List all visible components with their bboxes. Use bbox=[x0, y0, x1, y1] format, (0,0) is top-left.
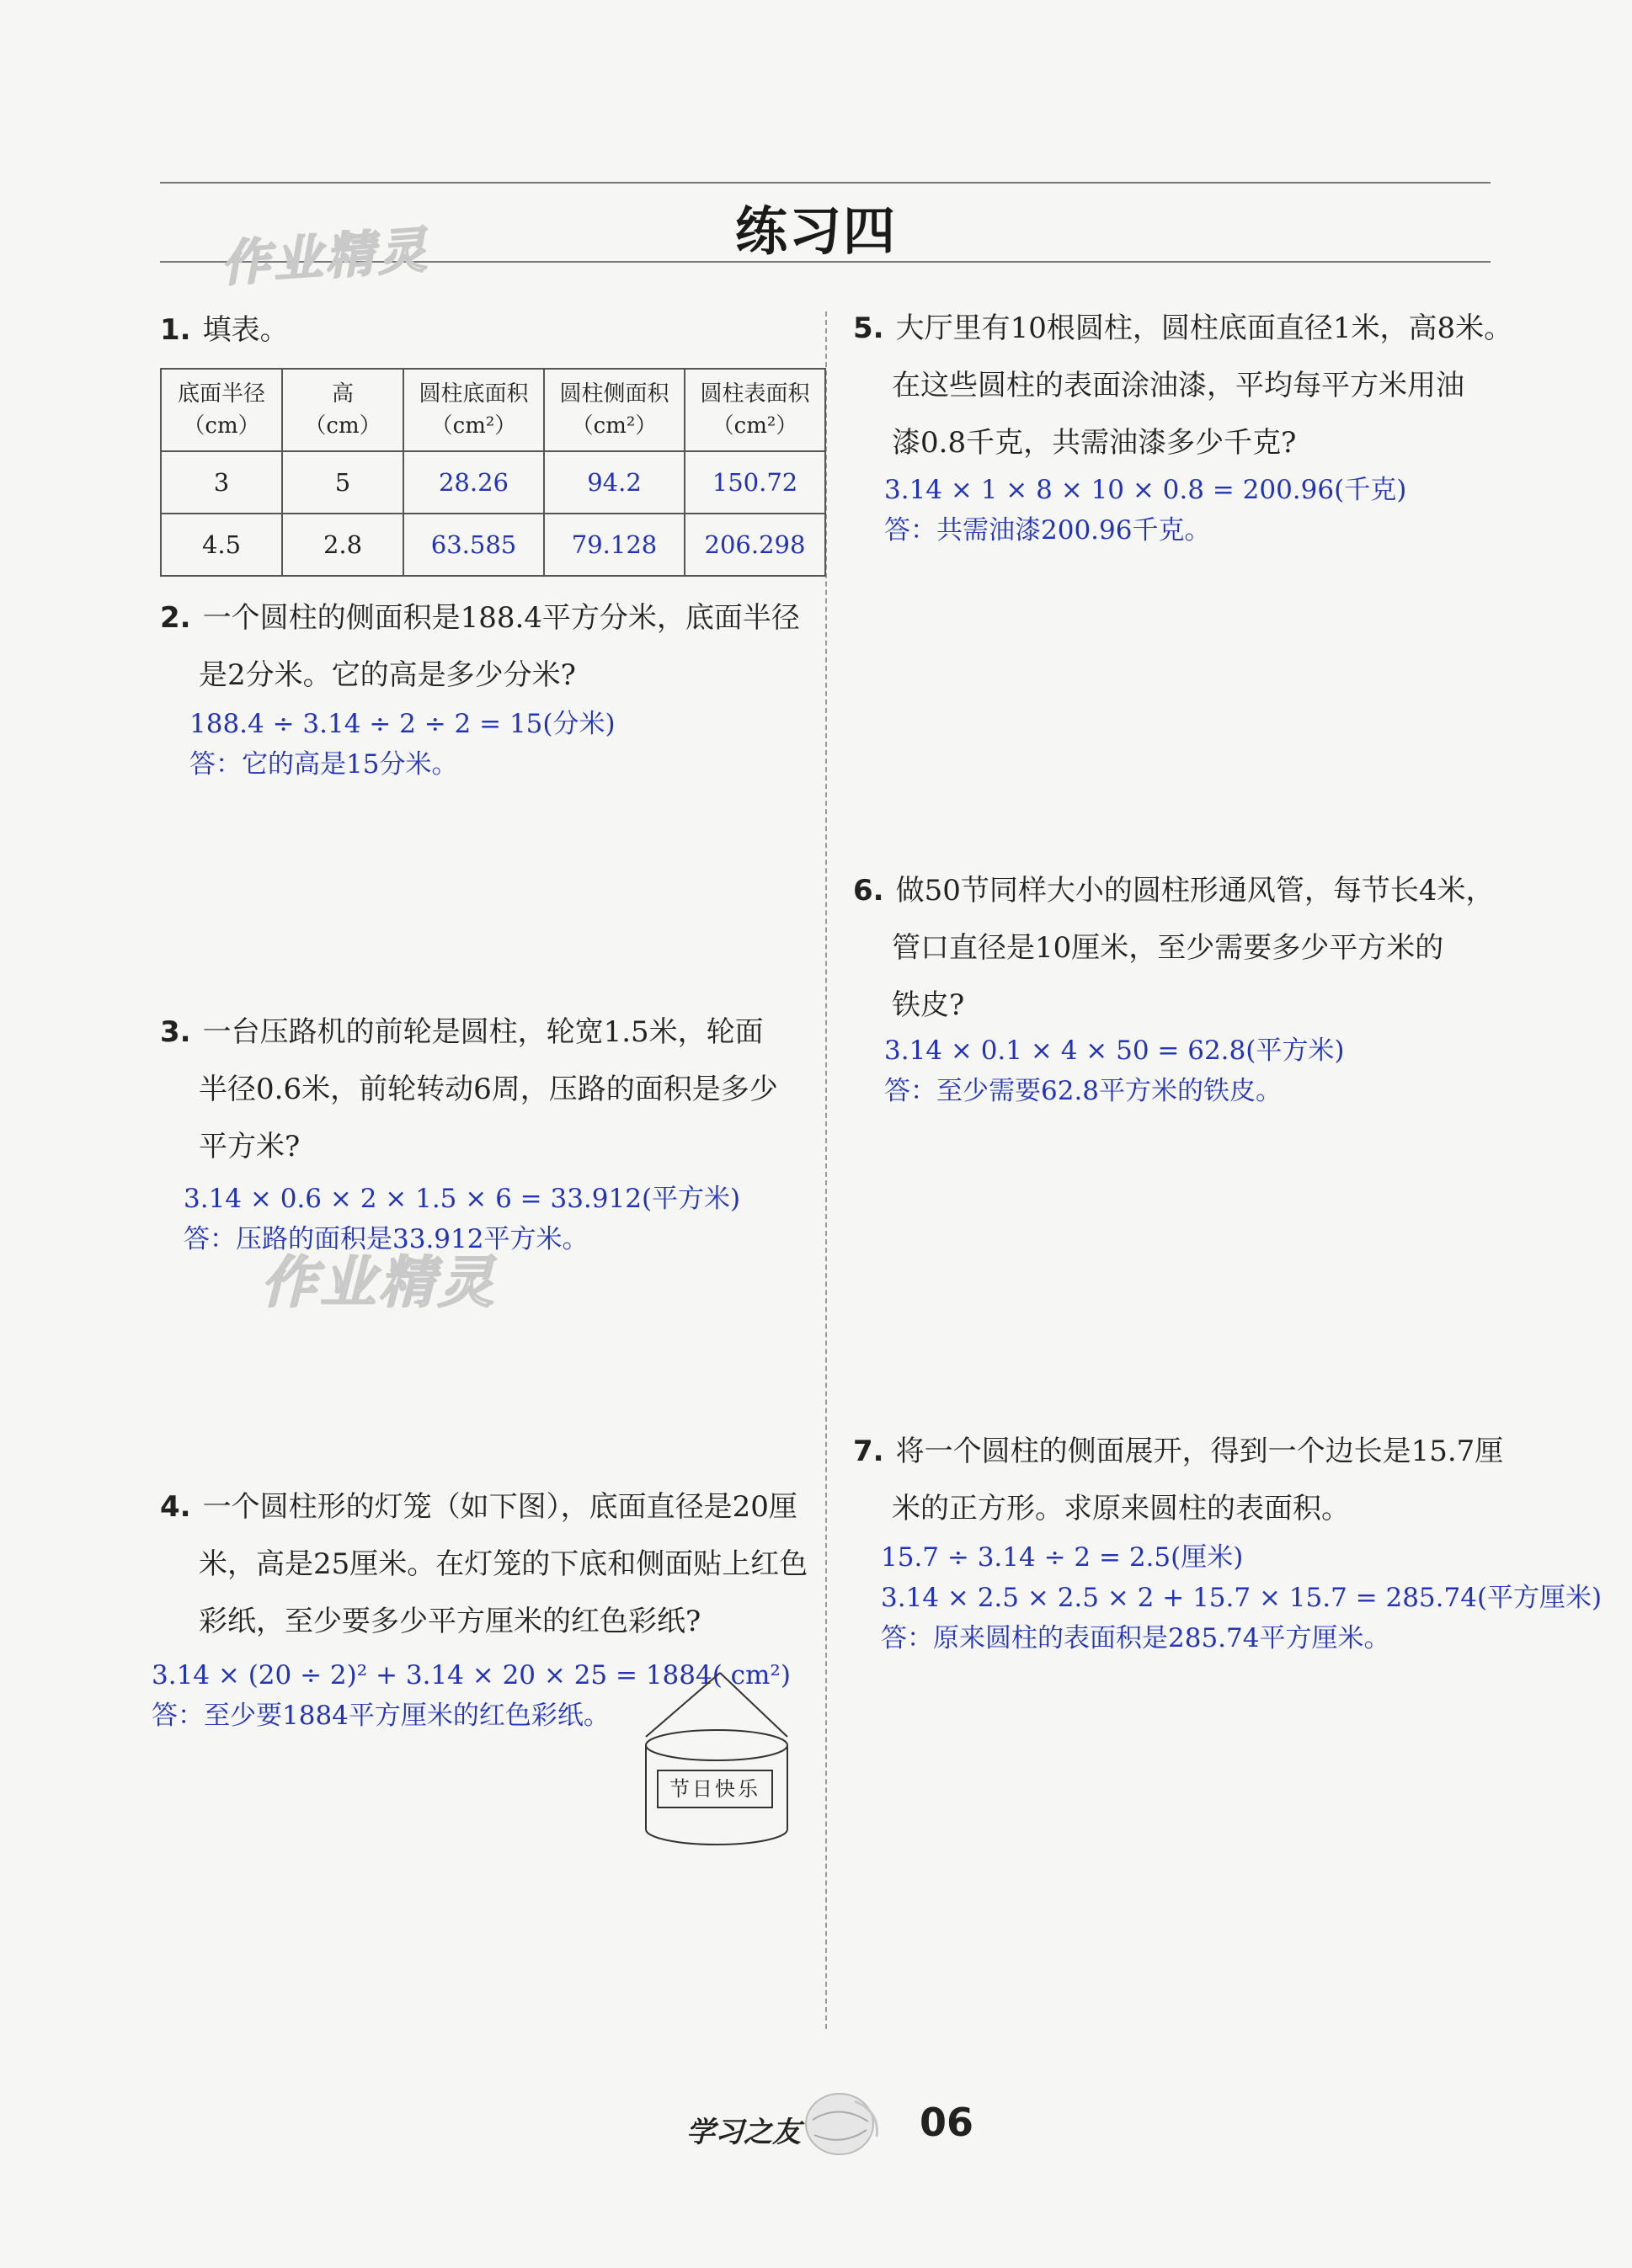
question-4 bbox=[160, 1478, 808, 1650]
question-text: 是2分米。它的高是多少分米? bbox=[199, 658, 576, 692]
lantern-label: 节日快乐 bbox=[669, 1777, 760, 1801]
table-cell: 2.8 bbox=[282, 514, 403, 576]
header-rule-top bbox=[160, 182, 1491, 184]
answer-text: 答：压路的面积是33.912平方米。 bbox=[184, 1224, 589, 1254]
question-3 bbox=[160, 1004, 778, 1175]
question-number: 5. bbox=[853, 311, 884, 345]
question-number: 2. bbox=[160, 601, 191, 635]
table-header-row bbox=[161, 369, 825, 451]
answer-equation: 3.14 × 0.1 × 4 × 50 = 62.8(平方米) bbox=[884, 1036, 1345, 1066]
question-text: 米，高是25厘米。在灯笼的下底和侧面贴上红色 bbox=[199, 1547, 808, 1581]
globe-icon bbox=[796, 2086, 888, 2162]
lantern-illustration bbox=[636, 1671, 804, 1848]
question-text: 做50节同样大小的圆柱形通风管，每节长4米， bbox=[895, 874, 1495, 908]
page-title: 练习四 bbox=[734, 200, 897, 262]
answer-equation: 188.4 ÷ 3.14 ÷ 2 ÷ 2 = 15(分米) bbox=[189, 709, 616, 739]
answer-block bbox=[881, 1537, 1602, 1658]
question-text: 米的正方形。求原来圆柱的表面积。 bbox=[892, 1492, 1350, 1525]
watermark-top: 作业精灵 bbox=[219, 221, 432, 293]
question-7 bbox=[853, 1423, 1503, 1537]
table-cell-answer: 150.72 bbox=[685, 451, 825, 514]
table-cell-answer: 28.26 bbox=[403, 451, 544, 514]
question-text: 在这些圆柱的表面涂油漆，平均每平方米用油 bbox=[892, 369, 1464, 402]
table-cell-answer: 63.585 bbox=[403, 514, 544, 576]
table-cell: 4.5 bbox=[161, 514, 282, 576]
question-text: 大厅里有10根圆柱，圆柱底面直径1米，高8米。 bbox=[895, 311, 1513, 345]
table-cell-answer: 94.2 bbox=[544, 451, 685, 514]
answer-text: 答：它的高是15分米。 bbox=[189, 749, 458, 780]
table-row bbox=[161, 514, 825, 576]
answer-equation: 15.7 ÷ 3.14 ÷ 2 = 2.5(厘米) bbox=[881, 1542, 1244, 1573]
answer-block bbox=[884, 470, 1406, 551]
question-text: 将一个圆柱的侧面展开，得到一个边长是15.7厘 bbox=[895, 1435, 1504, 1468]
lantern-icon bbox=[636, 1671, 804, 1848]
question-text: 平方米? bbox=[199, 1130, 301, 1163]
question-number: 3. bbox=[160, 1015, 191, 1049]
table-header: 圆柱底面积 （cm²） bbox=[403, 369, 544, 451]
table-header: 圆柱表面积 （cm²） bbox=[685, 369, 825, 451]
question-text: 一个圆柱的侧面积是188.4平方分米，底面半径 bbox=[202, 601, 800, 635]
question-6 bbox=[853, 862, 1494, 1034]
question-text: 彩纸，至少要多少平方厘米的红色彩纸? bbox=[199, 1605, 701, 1638]
question-1 bbox=[160, 301, 289, 359]
answer-text: 答：共需油漆200.96千克。 bbox=[884, 515, 1211, 546]
question-text: 半径0.6米，前轮转动6周，压路的面积是多少 bbox=[199, 1073, 778, 1106]
question-text: 漆0.8千克，共需油漆多少千克? bbox=[892, 426, 1297, 460]
question-text: 一台压路机的前轮是圆柱，轮宽1.5米，轮面 bbox=[202, 1015, 764, 1049]
table-header: 高 （cm） bbox=[282, 369, 403, 451]
question-number: 4. bbox=[160, 1490, 191, 1524]
watermark-middle: 作业精灵 bbox=[261, 1250, 497, 1315]
question-5 bbox=[853, 300, 1512, 471]
table-cell-answer: 79.128 bbox=[544, 514, 685, 576]
answer-equation: 3.14 × 0.6 × 2 × 1.5 × 6 = 33.912(平方米) bbox=[184, 1184, 741, 1214]
question-text: 铁皮? bbox=[892, 988, 965, 1022]
table-header: 圆柱侧面积 （cm²） bbox=[544, 369, 685, 451]
answer-block bbox=[189, 704, 616, 785]
footer-brand: 学习之友 bbox=[686, 2116, 801, 2149]
answer-text: 答：至少需要62.8平方米的铁皮。 bbox=[884, 1076, 1283, 1106]
answer-equation: 3.14 × 2.5 × 2.5 × 2 + 15.7 × 15.7 = 285.74(平方厘米) bbox=[881, 1583, 1603, 1613]
question-text: 填表。 bbox=[202, 313, 289, 347]
question-text: 管口直径是10厘米，至少需要多少平方米的 bbox=[892, 931, 1444, 965]
table-cell: 3 bbox=[161, 451, 282, 514]
question-number: 1. bbox=[160, 313, 191, 347]
answer-text: 答：原来圆柱的表面积是285.74平方厘米。 bbox=[881, 1623, 1390, 1653]
answer-text: 答：至少要1884平方厘米的红色彩纸。 bbox=[152, 1701, 610, 1731]
fill-table bbox=[160, 368, 826, 577]
table-cell-answer: 206.298 bbox=[685, 514, 825, 576]
question-text: 一个圆柱形的灯笼（如下图），底面直径是20厘 bbox=[202, 1490, 797, 1524]
table-header: 底面半径 （cm） bbox=[161, 369, 282, 451]
table-row bbox=[161, 451, 825, 514]
answer-equation: 3.14 × (20 ÷ 2)² + 3.14 × 20 × 25 = 1884( cm²) bbox=[152, 1660, 791, 1690]
question-number: 7. bbox=[853, 1435, 884, 1468]
answer-equation: 3.14 × 1 × 8 × 10 × 0.8 = 200.96(千克) bbox=[884, 475, 1407, 505]
page-number: 06 bbox=[920, 2100, 974, 2145]
question-2 bbox=[160, 589, 800, 704]
answer-block bbox=[884, 1030, 1344, 1111]
table-cell: 5 bbox=[282, 451, 403, 514]
question-number: 6. bbox=[853, 874, 884, 908]
